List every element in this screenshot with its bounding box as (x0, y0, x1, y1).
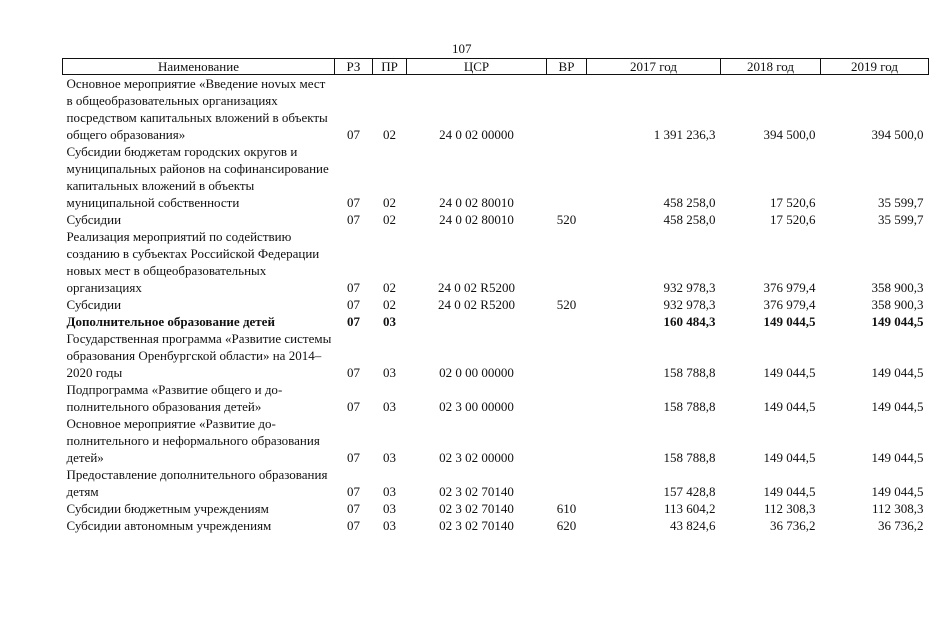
table-row (63, 228, 929, 296)
cell-vr: 620 (556, 518, 577, 533)
cell-2017: 932 978,3 (663, 280, 716, 295)
cell-name: Подпрограмма «Развитие общего и дополнительного образования детей» (66, 382, 283, 414)
cell-2019: 149 044,5 (871, 365, 924, 380)
header-2018: 2018 год (721, 59, 821, 75)
cell-2018: 17 520,6 (770, 195, 816, 210)
table-header-row (63, 59, 929, 75)
cell-csr (407, 313, 547, 330)
cell-rz: 07 (347, 450, 360, 465)
cell-vr (547, 228, 587, 296)
cell-2019: 149 044,5 (871, 484, 924, 499)
cell-2019: 35 599,7 (878, 195, 924, 210)
cell-name: Предоставление дополнительного образования детям (66, 467, 328, 499)
cell-csr: 24 0 02 80010 (439, 195, 514, 210)
cell-2019: 394 500,0 (871, 127, 924, 142)
cell-csr: 02 3 02 70140 (439, 518, 514, 533)
cell-2017: 158 788,8 (663, 365, 716, 380)
cell-vr (547, 415, 587, 466)
table-row (63, 313, 929, 330)
cell-2018: 149 044,5 (763, 450, 816, 465)
cell-name: Реализация мероприятий по содействию созданию в субъектах Российской Федерации новых мест в общеобразовательных организациях (66, 229, 320, 295)
cell-vr (547, 466, 587, 500)
cell-csr: 02 3 02 00000 (439, 450, 514, 465)
cell-csr: 02 3 02 70140 (439, 484, 514, 499)
cell-2018: 394 500,0 (763, 127, 816, 142)
cell-2019: 112 308,3 (871, 501, 924, 516)
header-csr: ЦСР (407, 59, 547, 75)
table-row (63, 381, 929, 415)
cell-2018: 149 044,5 (763, 484, 816, 499)
cell-name: Государственная программа «Развитие системы образования Оренбургской области» на 2014–2020 годы (66, 331, 332, 380)
cell-pr: 03 (383, 518, 396, 533)
cell-rz: 07 (347, 195, 360, 210)
cell-name: Субсидии бюджетным учреждениям (66, 501, 269, 516)
cell-pr: 03 (383, 501, 396, 516)
cell-vr (547, 381, 587, 415)
cell-rz: 07 (347, 297, 360, 312)
cell-pr: 03 (383, 314, 396, 329)
cell-2017: 157 428,8 (663, 484, 716, 499)
cell-rz: 07 (347, 484, 360, 499)
table-row (63, 415, 929, 466)
cell-2018: 149 044,5 (763, 314, 816, 329)
header-2019: 2019 год (821, 59, 929, 75)
cell-name: Основное мероприятие «Введение ноvых мест в общеобразовательных организациях посредством капитальных вложений в объекты общего образования» (66, 76, 328, 142)
cell-2019: 358 900,3 (871, 280, 924, 295)
cell-vr: 520 (556, 297, 577, 312)
cell-pr: 03 (383, 450, 396, 465)
table-row (63, 500, 929, 517)
header-2017: 2017 год (587, 59, 721, 75)
page-number: 107 (452, 41, 472, 56)
cell-2018: 376 979,4 (763, 297, 816, 312)
cell-2018: 149 044,5 (763, 365, 816, 380)
cell-2018: 149 044,5 (763, 399, 816, 414)
cell-pr: 02 (383, 212, 396, 227)
cell-csr: 24 0 02 00000 (439, 127, 514, 142)
cell-2017: 158 788,8 (663, 450, 716, 465)
cell-pr: 03 (383, 365, 396, 380)
cell-vr: 610 (556, 501, 577, 516)
cell-2019: 149 044,5 (871, 314, 924, 329)
cell-pr: 03 (383, 399, 396, 414)
header-pr: ПР (373, 59, 407, 75)
table-row (63, 330, 929, 381)
cell-csr: 02 3 02 70140 (439, 501, 514, 516)
table-row (63, 143, 929, 211)
cell-2019: 36 736,2 (878, 518, 924, 533)
table-body (63, 75, 929, 535)
cell-csr: 02 3 00 00000 (439, 399, 514, 414)
cell-vr (547, 143, 587, 211)
table-row (63, 296, 929, 313)
cell-vr (547, 75, 587, 144)
table-row (63, 517, 929, 534)
cell-vr (547, 313, 587, 330)
cell-vr: 520 (556, 212, 577, 227)
cell-name: Основное мероприятие «Развитие дополнительного и неформального образования детей» (66, 416, 320, 465)
cell-csr: 24 0 02 R5200 (438, 280, 515, 295)
cell-2018: 36 736,2 (770, 518, 816, 533)
cell-csr: 24 0 02 80010 (439, 212, 514, 227)
header-vr: ВР (547, 59, 587, 75)
cell-2018: 376 979,4 (763, 280, 816, 295)
cell-2017: 458 258,0 (663, 212, 716, 227)
cell-name: Субсидии автономным учреждениям (66, 518, 272, 533)
cell-name: Субсидии (66, 297, 122, 312)
cell-pr: 03 (383, 484, 396, 499)
cell-2017: 158 788,8 (663, 399, 716, 414)
cell-rz: 07 (347, 501, 360, 516)
cell-2019: 149 044,5 (871, 450, 924, 465)
cell-name: Субсидии бюджетам городских округов и муниципальных районов на софинансирование капитальных вложений в объекты муниципальной собственности (66, 144, 329, 210)
cell-pr: 02 (383, 195, 396, 210)
table-row (63, 466, 929, 500)
cell-rz: 07 (347, 314, 360, 329)
cell-2019: 149 044,5 (871, 399, 924, 414)
cell-rz: 07 (347, 280, 360, 295)
cell-2018: 112 308,3 (763, 501, 816, 516)
cell-2017: 1 391 236,3 (653, 127, 716, 142)
cell-2018: 17 520,6 (770, 212, 816, 227)
cell-rz: 07 (347, 212, 360, 227)
cell-2017: 932 978,3 (663, 297, 716, 312)
cell-name: Субсидии (66, 212, 122, 227)
cell-2017: 458 258,0 (663, 195, 716, 210)
header-name: Наименование (63, 59, 335, 75)
cell-rz: 07 (347, 399, 360, 414)
cell-rz: 07 (347, 365, 360, 380)
header-rz: РЗ (335, 59, 373, 75)
cell-name: Дополнительное образование детей (66, 314, 275, 329)
cell-2019: 35 599,7 (878, 212, 924, 227)
cell-pr: 02 (383, 280, 396, 295)
cell-2019: 358 900,3 (871, 297, 924, 312)
cell-vr (547, 330, 587, 381)
cell-rz: 07 (347, 518, 360, 533)
cell-2017: 160 484,3 (663, 314, 716, 329)
cell-pr: 02 (383, 127, 396, 142)
cell-csr: 02 0 00 00000 (439, 365, 514, 380)
table-row (63, 211, 929, 228)
cell-rz: 07 (347, 127, 360, 142)
cell-2017: 113 604,2 (663, 501, 716, 516)
cell-2017: 43 824,6 (670, 518, 716, 533)
budget-table (62, 58, 929, 534)
cell-pr: 02 (383, 297, 396, 312)
table-row (63, 75, 929, 144)
cell-csr: 24 0 02 R5200 (438, 297, 515, 312)
